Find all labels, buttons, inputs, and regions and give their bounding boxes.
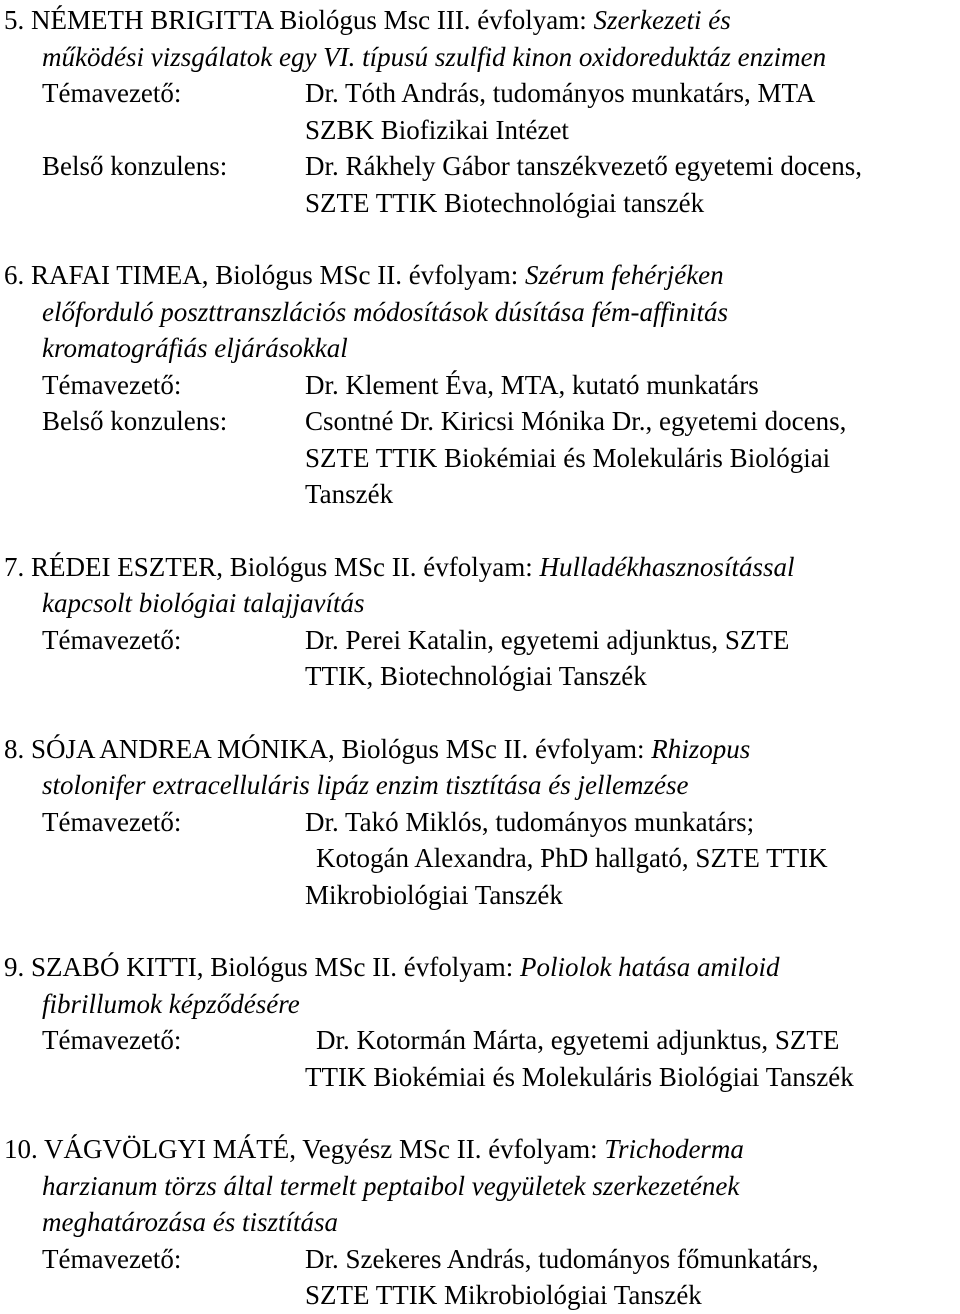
supervisor-name: Dr. Kotormán Márta, egyetemi adjunktus, SZTE [316,1025,840,1055]
supervisor-name: Dr. Tóth András, tudományos munkatárs, MTA [305,78,816,108]
entry-heading [0,949,960,986]
consultant-affiliation: SZTE TTIK Biokémiai és Molekuláris Biológiai [305,442,831,473]
thesis-entry [0,2,960,221]
supervisor-row [0,804,960,841]
consultant-name: Csontné Dr. Kiricsi Mónika Dr., egyetemi docens, [305,406,847,436]
entry-number: 10. [4,1134,38,1164]
student-info: SZABÓ KITTI, Biológus MSc II. évfolyam: [31,952,520,982]
co-supervisor-name: Kotogán Alexandra, PhD hallgató, SZTE TTIK [316,843,828,873]
entry-number: 5. [4,5,25,35]
entry-number: 9. [4,952,25,982]
consultant-affiliation: Tanszék [305,479,394,509]
supervisor-affiliation: SZTE TTIK Mikrobiológiai Tanszék [305,1280,702,1310]
supervisor-row-cont [0,1059,960,1096]
thesis-title: Trichoderma [604,1134,744,1164]
thesis-entry [0,549,960,695]
student-info: VÁGVÖLGYI MÁTÉ, Vegyész MSc II. évfolyam: [44,1134,605,1164]
thesis-entry [0,257,960,513]
consultant-affiliation: SZTE TTIK Biotechnológiai tanszék [305,187,705,218]
supervisor-name: Dr. Perei Katalin, egyetemi adjunktus, SZTE [305,624,790,655]
thesis-entry [0,1131,960,1314]
thesis-title: Szerkezeti és [593,5,731,35]
supervisor-row [0,1022,960,1059]
student-info: RAFAI TIMEA, Biológus MSc II. évfolyam: [31,260,525,290]
student-info: SÓJA ANDREA MÓNIKA, Biológus MSc II. évfolyam: [31,733,652,764]
consultant-row-cont [0,476,960,513]
supervisor-name: Dr. Szekeres András, tudományos főmunkatárs, [305,1243,819,1274]
consultant-row-cont [0,440,960,477]
entry-heading [0,731,960,768]
thesis-entry [0,949,960,1095]
entry-heading [0,549,960,586]
thesis-title: Poliolok hatása amiloid [519,952,780,982]
supervisor-affiliation: TTIK, Biotechnológiai Tanszék [305,661,647,691]
supervisor-row-cont [0,112,960,149]
supervisor-row-cont [0,877,960,914]
supervisor-row-cont [0,658,960,695]
supervisor-label: Témavezető: [42,806,182,837]
supervisor-row [0,75,960,112]
consultant-row-cont [0,185,960,222]
supervisor-label: Témavezető: [42,1025,182,1055]
supervisor-row-cont [0,1277,960,1314]
entry-number: 8. [4,733,25,764]
supervisor-affiliation: Mikrobiológiai Tanszék [305,879,563,910]
consultant-name: Dr. Rákhely Gábor tanszékvezető egyetemi docens, [305,151,863,181]
student-info: RÉDEI ESZTER, Biológus MSc II. évfolyam: [31,551,540,582]
entry-heading [0,1131,960,1168]
thesis-title-line: előforduló poszttranszlációs módosítások dúsítása fém-affinitás [42,296,729,327]
student-info: NÉMETH BRIGITTA Biológus Msc III. évfolyam: [31,5,594,35]
thesis-title-line: kromatográfiás eljárásokkal [42,333,348,363]
thesis-title-line: stolonifer extracelluláris lipáz enzim tisztítása és jellemzése [42,770,689,800]
entry-heading [0,2,960,39]
supervisor-label: Témavezető: [42,1243,182,1274]
supervisor-label: Témavezető: [42,624,182,655]
thesis-title-line: fibrillumok képződésére [42,988,300,1019]
thesis-title-line: meghatározása és tisztítása [42,1207,339,1237]
entry-heading [0,257,960,294]
consultant-label: Belső konzulens: [42,151,228,181]
supervisor-name: Dr. Klement Éva, MTA, kutató munkatárs [305,369,759,400]
thesis-title-line: kapcsolt biológiai talajjavítás [42,588,365,618]
thesis-title: Hulladékhasznosítással [539,551,795,582]
supervisor-row [0,367,960,404]
supervisor-label: Témavezető: [42,369,182,400]
supervisor-affiliation: TTIK Biokémiai és Molekuláris Biológiai Tanszék [305,1061,854,1092]
thesis-list [0,2,960,1314]
consultant-row [0,403,960,440]
consultant-row [0,148,960,185]
thesis-title: Rhizopus [651,733,751,764]
thesis-title-line: harzianum törzs által termelt peptaibol vegyületek szerkezetének [42,1170,740,1201]
entry-number: 6. [4,260,25,290]
supervisor-row [0,1241,960,1278]
supervisor-row-cont [0,840,960,877]
supervisor-row [0,622,960,659]
thesis-title: Szérum fehérjéken [524,260,724,290]
supervisor-affiliation: SZBK Biofizikai Intézet [305,114,569,145]
supervisor-name: Dr. Takó Miklós, tudományos munkatárs; [305,806,755,837]
thesis-entry [0,731,960,914]
consultant-label: Belső konzulens: [42,406,228,436]
supervisor-label: Témavezető: [42,78,182,108]
entry-number: 7. [4,551,25,582]
thesis-title-line: működési vizsgálatok egy VI. típusú szulfid kinon oxidoreduktáz enzimen [42,41,827,72]
